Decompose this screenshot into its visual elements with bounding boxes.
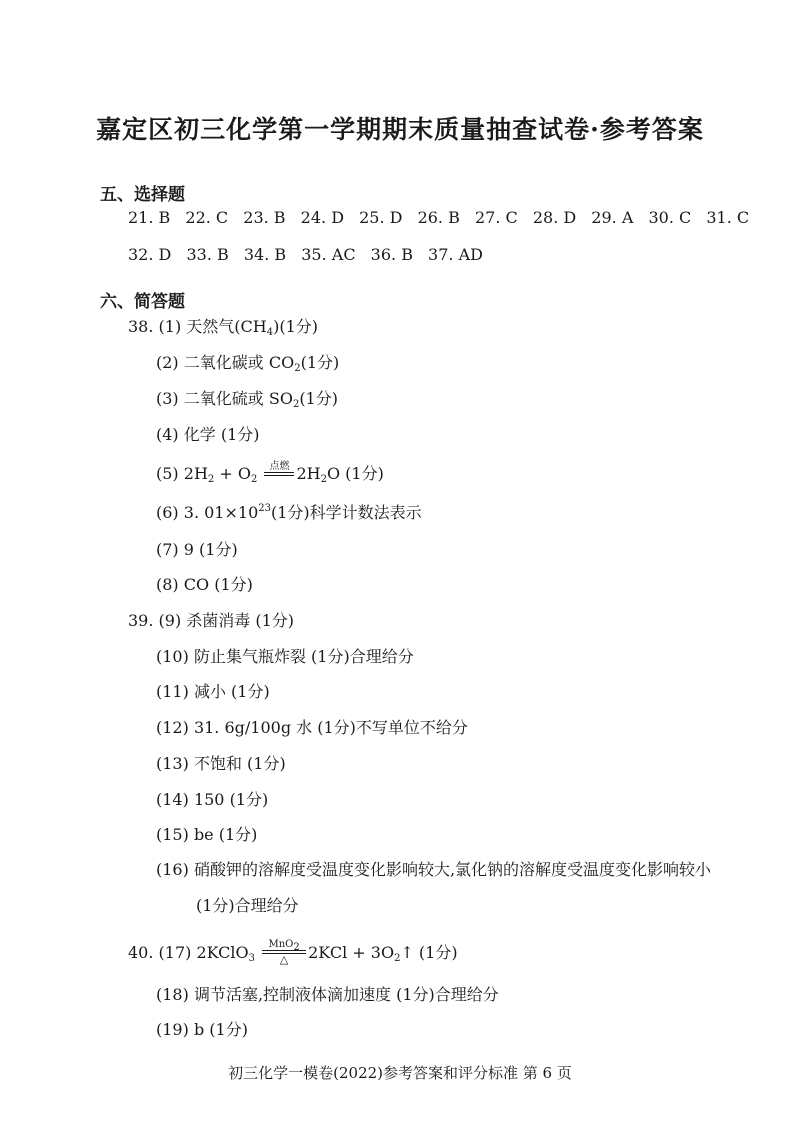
answer-39-11: (11) 减小 (1分) bbox=[156, 682, 270, 701]
answer-40-19: (19) b (1分) bbox=[156, 1020, 248, 1039]
answer-number: (14) bbox=[156, 790, 189, 809]
answer-number: 39. (9) bbox=[128, 611, 182, 630]
answer-number: (16) bbox=[156, 860, 189, 879]
answer-number: (11) bbox=[156, 682, 189, 701]
mc-answer: 28. D bbox=[532, 208, 577, 227]
answer-38-6: (6) 3. $01\times 10^{23}(1$分)科学计数法表示 bbox=[156, 503, 422, 522]
answer-number: (4) bbox=[156, 425, 179, 444]
mc-answer: 30. C bbox=[648, 208, 692, 227]
answer-38-5: (5) $2H_2 + O_2$ 点燃 $2H_2O$ (1分) bbox=[156, 461, 384, 485]
answer-40-18: (18) 调节活塞,控制液体滴加速度 (1分)合理给分 bbox=[156, 985, 499, 1004]
section-heading-multiple-choice: 五、选择题 bbox=[100, 185, 185, 205]
mc-answer: 23. B bbox=[243, 208, 286, 227]
reaction-condition-arrow: MnO$_2$ △ bbox=[262, 939, 306, 966]
page-title: 嘉定区初三化学第一学期期末质量抽查试卷·参考答案 bbox=[96, 115, 704, 144]
page-footer: 初三化学一模卷(2022)参考答案和评分标准 第 6 页 bbox=[228, 1064, 572, 1082]
mc-answers-row-1 bbox=[128, 208, 759, 228]
answer-40-17: 40. (17) 2KClO$_3$ MnO$_2$ △ $2KCl + 3O_2↑$ (1分) bbox=[128, 939, 458, 966]
mc-answer: 21. B bbox=[128, 208, 171, 227]
answer-39-10: (10) 防止集气瓶炸裂 (1分)合理给分 bbox=[156, 647, 414, 666]
mc-answer: 29. A bbox=[591, 208, 634, 227]
mc-answers-row-2 bbox=[128, 245, 493, 265]
answer-39-12: (12) 31. 6g/100g 水 (1分)不写单位不给分 bbox=[156, 718, 468, 737]
answer-38-4: (4) 化学 (1分) bbox=[156, 425, 260, 444]
answer-39-9: 39. (9) 杀菌消毒 (1分) bbox=[128, 611, 295, 630]
mc-answer: 24. D bbox=[300, 208, 345, 227]
answer-number: (2) bbox=[156, 353, 179, 372]
answer-38-7: (7) 9 (1分) bbox=[156, 540, 238, 559]
mc-answer: 31. C bbox=[706, 208, 750, 227]
answer-39-15: (15) be (1分) bbox=[156, 825, 258, 844]
answer-number: 38. (1) bbox=[128, 317, 182, 336]
answer-38-2: (2) 二氧化碳或 $CO_2(1$分) bbox=[156, 353, 340, 374]
mc-answer: 32. D bbox=[128, 245, 172, 264]
mc-answer: 26. B bbox=[417, 208, 460, 227]
answer-number: 40. (17) bbox=[128, 943, 192, 962]
mc-answer: 25. D bbox=[359, 208, 403, 227]
mc-answer: 35. AC bbox=[301, 245, 356, 264]
mc-answer: 33. B bbox=[186, 245, 229, 264]
answer-number: (8) bbox=[156, 575, 179, 594]
section-heading-short-answer: 六、简答题 bbox=[100, 292, 185, 312]
answer-38-1: 38. (1) 天然气$(CH_4)(1$分) bbox=[128, 317, 319, 338]
answer-number: (6) bbox=[156, 503, 179, 522]
answer-39-16: (16) 硝酸钾的溶解度受温度变化影响较大,氯化钠的溶解度受温度变化影响较小 bbox=[156, 860, 712, 879]
mc-answer: 34. B bbox=[243, 245, 287, 264]
reaction-condition-arrow: 点燃 bbox=[264, 461, 294, 476]
answer-number: (12) bbox=[156, 718, 189, 737]
answer-39-16-continued: (1分)合理给分 bbox=[196, 896, 299, 915]
answer-number: (15) bbox=[156, 825, 189, 844]
answer-39-14: (14) 150 (1分) bbox=[156, 790, 269, 809]
answer-number: (10) bbox=[156, 647, 189, 666]
answer-38-8: (8) CO (1分) bbox=[156, 575, 253, 594]
mc-answer: 27. C bbox=[474, 208, 518, 227]
mc-answer: 37. AD bbox=[428, 245, 483, 264]
answer-number: (5) bbox=[156, 464, 179, 483]
answer-number: (18) bbox=[156, 985, 189, 1004]
answer-number: (19) bbox=[156, 1020, 189, 1039]
answer-number: (3) bbox=[156, 389, 179, 408]
answer-38-3: (3) 二氧化硫或 $SO_2(1$分) bbox=[156, 389, 338, 410]
answer-39-13: (13) 不饱和 (1分) bbox=[156, 754, 286, 773]
mc-answer: 22. C bbox=[185, 208, 229, 227]
mc-answer: 36. B bbox=[370, 245, 413, 264]
answer-number: (13) bbox=[156, 754, 189, 773]
answer-number: (7) bbox=[156, 540, 179, 559]
